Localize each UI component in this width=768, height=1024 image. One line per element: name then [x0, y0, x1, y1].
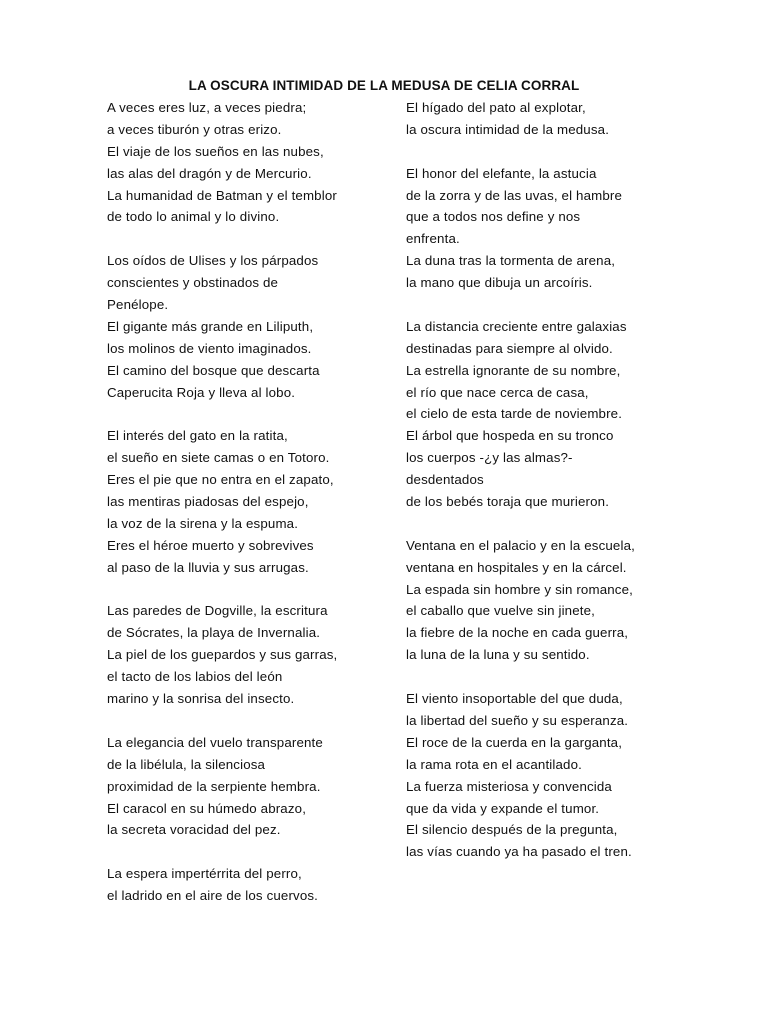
- poem-line: La humanidad de Batman y el temblor: [107, 187, 337, 203]
- stanza-break: [107, 579, 337, 601]
- poem-line: El gigante más grande en Liliputh,: [107, 318, 314, 334]
- poem-line: la libertad del sueño y su esperanza.: [406, 712, 629, 728]
- stanza-break: [406, 666, 635, 688]
- poem-line: La espada sin hombre y sin romance,: [406, 581, 633, 597]
- poem-line: A veces eres luz, a veces piedra;: [107, 100, 307, 115]
- poem-line: de Sócrates, la playa de Invernalia.: [107, 625, 321, 641]
- poem-line: El árbol que hospeda en su tronco: [406, 428, 614, 444]
- poem-line: El interés del gato en la ratita,: [107, 428, 288, 444]
- poem-line: destinadas para siempre al olvido.: [406, 340, 613, 356]
- poem-line: El roce de la cuerda en la garganta,: [406, 734, 623, 750]
- poem-line: de todo lo animal y lo divino.: [107, 209, 280, 225]
- poem-line: de la zorra y de las uvas, el hambre: [406, 187, 623, 203]
- poem-line: Eres el héroe muerto y sobrevives: [107, 537, 314, 553]
- poem-line: de la libélula, la silenciosa: [107, 756, 266, 772]
- poem-line: El viento insoportable del que duda,: [406, 691, 623, 707]
- poem-left-column: [107, 97, 337, 907]
- poem-line: el caballo que vuelve sin jinete,: [406, 603, 596, 619]
- poem-line: que da vida y expande el tumor.: [406, 800, 600, 816]
- poem-line: Las paredes de Dogville, la escritura: [107, 603, 328, 619]
- poem-line: Penélope.: [107, 297, 169, 313]
- poem-right-column: [406, 97, 635, 863]
- poem-line: conscientes y obstinados de: [107, 275, 279, 291]
- poem-line: proximidad de la serpiente hembra.: [107, 778, 321, 794]
- poem-line: ventana en hospitales y en la cárcel.: [406, 559, 627, 575]
- poem-line: la luna de la luna y su sentido.: [406, 647, 590, 663]
- poem-line: el ladrido en el aire de los cuervos.: [107, 888, 319, 904]
- poem-line: La estrella ignorante de su nombre,: [406, 362, 621, 378]
- poem-line: las alas del dragón y de Mercurio.: [107, 165, 312, 181]
- poem-line: la oscura intimidad de la medusa.: [406, 121, 610, 137]
- stanza-break: [107, 228, 337, 250]
- poem-line: La espera impertérrita del perro,: [107, 866, 302, 882]
- stanza-break: [406, 513, 635, 535]
- poem-line: los cuerpos -¿y las almas?-: [406, 450, 573, 466]
- poem-line: el cielo de esta tarde de noviembre.: [406, 406, 623, 422]
- poem-line: Caperucita Roja y lleva al lobo.: [107, 384, 296, 400]
- poem-line: la rama rota en el acantilado.: [406, 756, 582, 772]
- poem-line: La fuerza misteriosa y convencida: [406, 778, 612, 794]
- poem-line: la secreta voracidad del pez.: [107, 822, 281, 838]
- poem-line: la fiebre de la noche en cada guerra,: [406, 625, 629, 641]
- poem-line: El camino del bosque que descarta: [107, 362, 320, 378]
- poem-line: que a todos nos define y nos: [406, 209, 581, 225]
- poem-line: Los oídos de Ulises y los párpados: [107, 253, 319, 269]
- poem-line: desdentados: [406, 472, 484, 488]
- poem-line: las vías cuando ya ha pasado el tren.: [406, 844, 632, 860]
- poem-line: La duna tras la tormenta de arena,: [406, 253, 616, 269]
- poem-line: de los bebés toraja que murieron.: [406, 494, 610, 510]
- poem-line: El caracol en su húmedo abrazo,: [107, 800, 307, 816]
- poem-line: La elegancia del vuelo transparente: [107, 734, 323, 750]
- poem-line: el sueño en siete camas o en Totoro.: [107, 450, 330, 466]
- poem-line: La distancia creciente entre galaxias: [406, 318, 627, 334]
- poem-line: La piel de los guepardos y sus garras,: [107, 647, 338, 663]
- stanza-break: [406, 294, 635, 316]
- stanza-break: [107, 710, 337, 732]
- poem-line: marino y la sonrisa del insecto.: [107, 691, 295, 707]
- poem-line: los molinos de viento imaginados.: [107, 340, 312, 356]
- poem-line: El silencio después de la pregunta,: [406, 822, 618, 838]
- poem-line: la voz de la sirena y la espuma.: [107, 515, 299, 531]
- poem-line: Eres el pie que no entra en el zapato,: [107, 472, 334, 488]
- poem-line: El viaje de los sueños en las nubes,: [107, 143, 324, 159]
- poem-line: enfrenta.: [406, 231, 460, 247]
- poem-line: las mentiras piadosas del espejo,: [107, 494, 309, 510]
- poem-line: a veces tiburón y otras erizo.: [107, 121, 282, 137]
- stanza-break: [107, 403, 337, 425]
- poem-line: al paso de la lluvia y sus arrugas.: [107, 559, 309, 575]
- poem-title: LA OSCURA INTIMIDAD DE LA MEDUSA DE CELIA CORRAL: [188, 78, 580, 93]
- poem-line: El honor del elefante, la astucia: [406, 165, 597, 181]
- poem-line: el tacto de los labios del león: [107, 669, 283, 685]
- poem-line: Ventana en el palacio y en la escuela,: [406, 537, 635, 553]
- poem-line: la mano que dibuja un arcoíris.: [406, 275, 593, 291]
- stanza-break: [107, 841, 337, 863]
- stanza-break: [406, 141, 635, 163]
- poem-line: el río que nace cerca de casa,: [406, 384, 589, 400]
- poem-line: El hígado del pato al explotar,: [406, 100, 586, 115]
